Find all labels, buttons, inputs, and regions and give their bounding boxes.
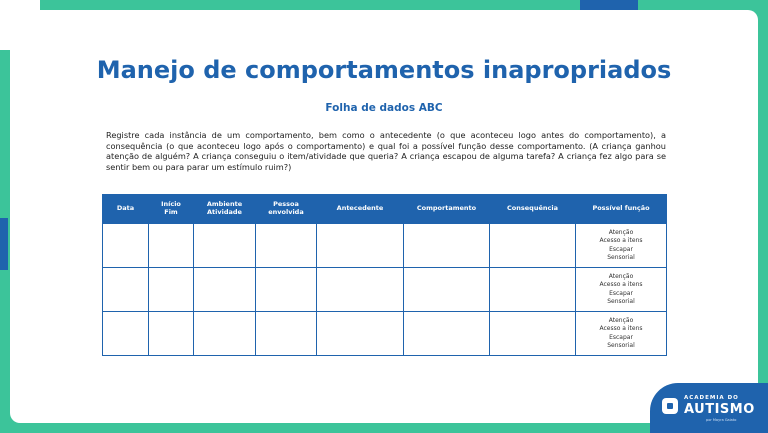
function-option: Sensorial: [607, 341, 635, 349]
function-option: Atenção: [608, 229, 634, 237]
table-cell[interactable]: [404, 312, 490, 356]
column-header: Antecedente: [317, 195, 404, 224]
table-row: [103, 268, 667, 312]
table-cell[interactable]: [490, 268, 576, 312]
function-options-cell: [576, 224, 667, 268]
table-cell[interactable]: [194, 312, 256, 356]
column-header: Pessoa envolvida: [256, 195, 317, 224]
table-cell[interactable]: [256, 224, 317, 268]
function-option: Acesso a itens: [599, 325, 643, 333]
function-options-cell: [576, 268, 667, 312]
table-cell[interactable]: [404, 268, 490, 312]
logo-main-text: AUTISMO: [684, 402, 755, 417]
function-option: Escapar: [609, 289, 633, 297]
function-option: Acesso a itens: [599, 237, 643, 245]
column-header: Ambiente Atividade: [194, 195, 256, 224]
table-cell[interactable]: [317, 268, 404, 312]
table-cell[interactable]: [317, 224, 404, 268]
column-header: Início Fim: [149, 195, 194, 224]
table-header-row: [103, 195, 667, 224]
table-cell[interactable]: [194, 224, 256, 268]
table-row: [103, 224, 667, 268]
column-header: Possível função: [576, 195, 667, 224]
table-cell[interactable]: [103, 268, 149, 312]
table-cell[interactable]: [256, 312, 317, 356]
function-option: Sensorial: [607, 297, 635, 305]
academia-autismo-logo: [650, 383, 768, 433]
function-option: Atenção: [608, 273, 634, 281]
table-cell[interactable]: [149, 312, 194, 356]
table-row: [103, 312, 667, 356]
page-subtitle: Folha de dados ABC: [325, 102, 443, 114]
table-cell[interactable]: [317, 312, 404, 356]
abc-data-table: [102, 194, 667, 356]
table-cell[interactable]: [490, 224, 576, 268]
function-option: Acesso a itens: [599, 281, 643, 289]
table-cell[interactable]: [256, 268, 317, 312]
column-header: Consequência: [490, 195, 576, 224]
table-body: [103, 224, 667, 356]
function-option: Escapar: [609, 333, 633, 341]
puzzle-icon: [662, 398, 678, 414]
column-header: Data: [103, 195, 149, 224]
function-option: Escapar: [609, 245, 633, 253]
table-cell[interactable]: [103, 312, 149, 356]
side-accent-left: [0, 218, 8, 270]
function-option: Sensorial: [607, 253, 635, 261]
table-cell[interactable]: [404, 224, 490, 268]
logo-tagline: por Mayra Gaiato: [706, 418, 737, 422]
corner-accent-top-right: [580, 0, 638, 10]
function-options-cell: [576, 312, 667, 356]
table-cell[interactable]: [194, 268, 256, 312]
page-title: Manejo de comportamentos inapropriados: [96, 56, 672, 84]
function-option: Atenção: [608, 317, 634, 325]
table-cell[interactable]: [149, 268, 194, 312]
table-cell[interactable]: [149, 224, 194, 268]
instructions-paragraph: Registre cada instância de um comportamento, bem como o antecedente (o que aconteceu logo antes do comportamento), a consequência (o que aconteceu logo após o comportamento) e qual foi a possível função desse comportamento. (A criança ganhou atenção de alguém? A criança conseguiu o item/atividade que queria? A criança escapou de alguma tarefa? A criança fez algo para se sentir bem ou para parar um estímulo ruim?): [106, 130, 666, 172]
table-cell[interactable]: [103, 224, 149, 268]
logo-top-text: ACADEMIA DO: [684, 395, 739, 401]
column-header: Comportamento: [404, 195, 490, 224]
table-cell[interactable]: [490, 312, 576, 356]
